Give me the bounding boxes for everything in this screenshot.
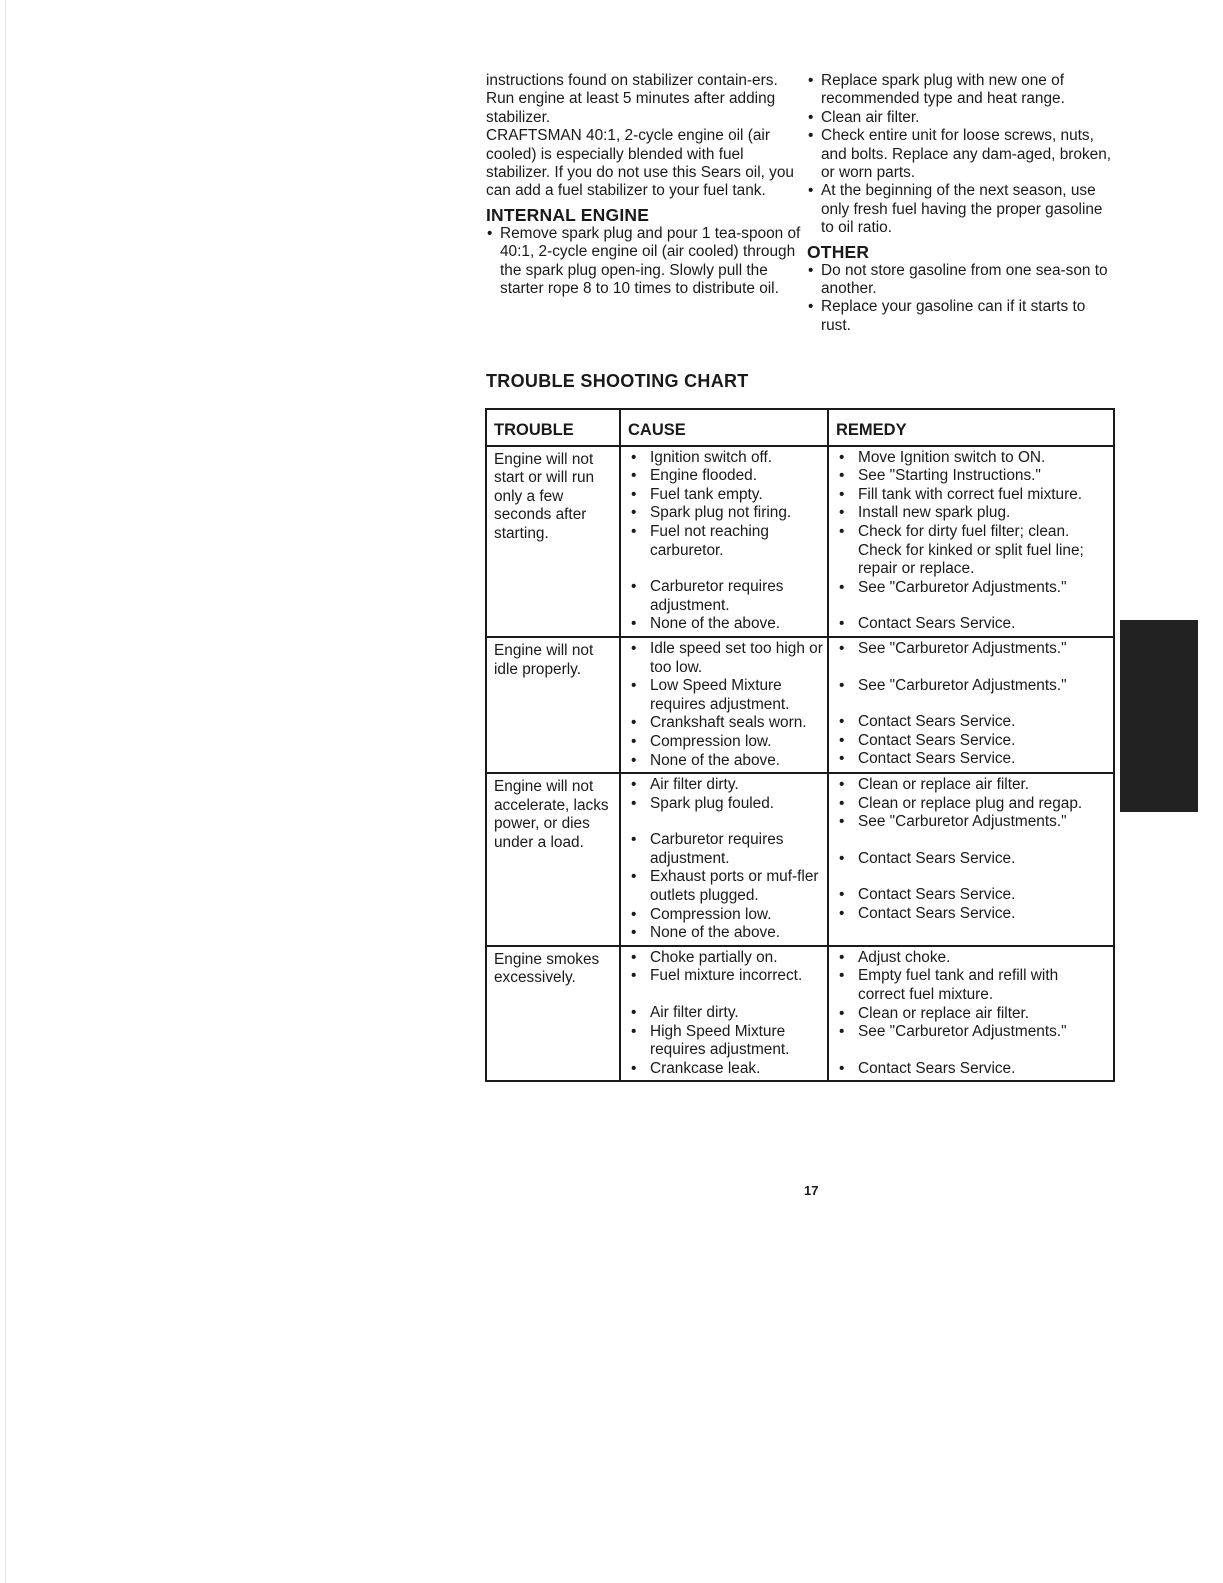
remedy-item: • See "Carburetor Adjustments." [836,640,1109,659]
header-trouble: TROUBLE [486,409,620,446]
remedy-item: • Install new spark plug. [836,504,1109,523]
remedy-item: • Clean or replace air filter. [836,776,1109,795]
cause-item: • None of the above. [628,752,823,771]
remedy-item: • Clean or replace air filter. [836,1005,1109,1024]
cause-item: • Fuel tank empty. [628,486,823,505]
cause-item: • Low Speed Mixture requires adjustment. [628,677,823,714]
cause-item: • Idle speed set too high or too low. [628,640,823,677]
remedy-item: • Empty fuel tank and refill with correct fuel mixture. [836,967,1109,1004]
remedy-item: • See "Starting Instructions." [836,467,1109,486]
internal-engine-item: • Remove spark plug and pour 1 tea-spoon of 40:1, 2-cycle engine oil (air cooled) through the spark plug open-ing. Slowly pull the starter rope 8 to 10 times to distribute oil. [486,225,804,299]
cause-item: • Fuel not reaching carburetor. [628,523,823,560]
remedy-item: • See "Carburetor Adjustments." [836,579,1109,598]
right-column [807,72,1119,335]
cause-item: • Compression low. [628,906,823,925]
left-column [486,72,804,298]
remedy-item: • Contact Sears Service. [836,732,1109,751]
remedy-item: • Contact Sears Service. [836,905,1109,924]
table-row [486,946,1114,1082]
trouble-cell: Engine will not start or will run only a few seconds after starting. [486,446,620,637]
cause-item: • Compression low. [628,733,823,752]
storage-step: • Clean air filter. [807,109,1119,127]
trouble-shooting-table [485,408,1115,1082]
remedy-item: • Contact Sears Service. [836,615,1109,634]
table-header-row [486,409,1114,446]
table-row [486,773,1114,946]
remedy-cell [828,446,1114,637]
cause-item: • Engine flooded. [628,467,823,486]
trouble-shooting-chart-title: TROUBLE SHOOTING CHART [486,371,749,391]
remedy-item: • Contact Sears Service. [836,886,1109,905]
remedy-item: • Contact Sears Service. [836,750,1109,769]
trouble-cell: Engine will not accelerate, lacks power, or dies under a load. [486,773,620,946]
internal-engine-list [486,225,804,299]
header-cause: CAUSE [620,409,828,446]
remedy-item: • Check for dirty fuel filter; clean. Check for kinked or split fuel line; repair or replace. [836,523,1109,579]
cause-cell [620,773,828,946]
intro-paragraph-1: instructions found on stabilizer contain-ers. Run engine at least 5 minutes after adding stabilizer. [486,72,778,126]
trouble-shooting-table-wrap [485,408,1113,1095]
remedy-item: • Fill tank with correct fuel mixture. [836,486,1109,505]
other-heading: OTHER [807,241,870,262]
cause-item: • High Speed Mixture requires adjustment. [628,1023,823,1060]
remedy-item: • Clean or replace plug and regap. [836,795,1109,814]
intro-paragraph-2: CRAFTSMAN 40:1, 2-cycle engine oil (air cooled) is especially blended with fuel stabilizer. If you do not use this Sears oil, you can add a fuel stabilizer to your fuel tank. [486,127,794,200]
cause-item: • Carburetor requires adjustment. [628,578,823,615]
cause-item: • None of the above. [628,924,823,943]
storage-step: • At the beginning of the next season, use only fresh fuel having the proper gasoline to oil ratio. [807,182,1119,237]
cause-item: • Fuel mixture incorrect. [628,967,823,986]
cause-item: • Carburetor requires adjustment. [628,831,823,868]
cause-item: • Crankcase leak. [628,1060,823,1079]
cause-item: • Air filter dirty. [628,1004,823,1023]
cause-item: • Spark plug not firing. [628,504,823,523]
remedy-item: • Contact Sears Service. [836,713,1109,732]
cause-item: • Spark plug fouled. [628,795,823,814]
table-row [486,446,1114,637]
other-item: • Do not store gasoline from one sea-son to another. [807,262,1119,299]
remedy-item: • Contact Sears Service. [836,850,1109,869]
cause-item: • Ignition switch off. [628,449,823,468]
cause-item: • Choke partially on. [628,949,823,968]
remedy-cell [828,946,1114,1082]
header-remedy: REMEDY [828,409,1114,446]
other-item: • Replace your gasoline can if it starts to rust. [807,298,1119,335]
trouble-cell: Engine will not idle properly. [486,637,620,773]
remedy-item: • See "Carburetor Adjustments." [836,677,1109,696]
scan-edge-line [5,0,6,1583]
cause-item: • None of the above. [628,615,823,634]
cause-item: • Air filter dirty. [628,776,823,795]
storage-step: • Check entire unit for loose screws, nuts, and bolts. Replace any dam-aged, broken, or worn parts. [807,127,1119,182]
trouble-cell: Engine smokes excessively. [486,946,620,1082]
remedy-item: • Adjust choke. [836,949,1109,968]
cause-item: • Exhaust ports or muf-fler outlets plugged. [628,868,823,905]
storage-steps-list [807,72,1119,238]
remedy-cell [828,637,1114,773]
section-thumb-tab [1120,620,1198,812]
cause-cell [620,637,828,773]
remedy-item: • See "Carburetor Adjustments." [836,1023,1109,1042]
cause-cell [620,446,828,637]
other-list [807,262,1119,336]
table-row [486,637,1114,773]
cause-cell [620,946,828,1082]
remedy-item: • Contact Sears Service. [836,1060,1109,1079]
remedy-item: • Move Ignition switch to ON. [836,449,1109,468]
internal-engine-heading: INTERNAL ENGINE [486,204,650,225]
page-number: 17 [804,1183,819,1198]
remedy-item: • See "Carburetor Adjustments." [836,813,1109,832]
storage-step: • Replace spark plug with new one of recommended type and heat range. [807,72,1119,109]
remedy-cell [828,773,1114,946]
cause-item: • Crankshaft seals worn. [628,714,823,733]
